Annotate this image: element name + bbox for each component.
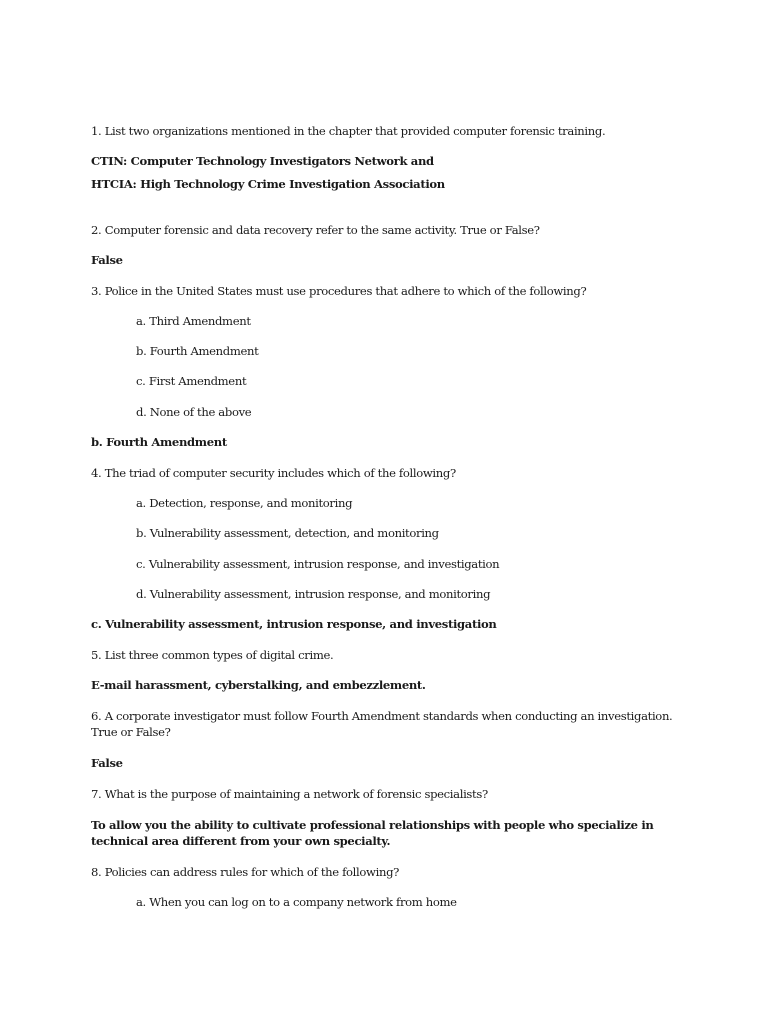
question-3-option-a: a. Third Amendment — [136, 314, 251, 328]
question-8-option-a: a. When you can log on to a company network from home — [136, 895, 457, 909]
question-2-prompt: 2. Computer forensic and data recovery refer to the same activity. True or False? — [91, 223, 540, 237]
question-7-answer: To allow you the ability to cultivate professional relationships with people who specialize in technical area different from your own specialty. — [91, 818, 654, 848]
question-3-option-b: b. Fourth Amendment — [136, 344, 259, 358]
question-3-option-d: d. None of the above — [136, 405, 252, 419]
question-4-option-a: a. Detection, response, and monitoring — [136, 496, 353, 510]
question-3-prompt: 3. Police in the United States must use procedures that adhere to which of the following? — [91, 284, 587, 298]
question-1-answer-line-2: HTCIA: High Technology Crime Investigation Association — [91, 177, 445, 191]
question-3-answer: b. Fourth Amendment — [91, 435, 227, 449]
question-3-option-c: c. First Amendment — [136, 374, 247, 388]
question-5-prompt: 5. List three common types of digital crime. — [91, 648, 334, 662]
question-6-answer: False — [91, 756, 123, 770]
question-4-option-c: c. Vulnerability assessment, intrusion response, and investigation — [136, 557, 500, 571]
question-6-prompt: 6. A corporate investigator must follow Fourth Amendment standards when conducting an investigation. True or False? — [91, 709, 673, 739]
question-5-answer: E-mail harassment, cyberstalking, and embezzlement. — [91, 678, 426, 692]
question-4-option-d: d. Vulnerability assessment, intrusion response, and monitoring — [136, 587, 491, 601]
question-1-prompt: 1. List two organizations mentioned in the chapter that provided computer forensic training. — [91, 124, 606, 138]
question-8-prompt: 8. Policies can address rules for which of the following? — [91, 865, 400, 879]
question-4-option-b: b. Vulnerability assessment, detection, and monitoring — [136, 526, 439, 540]
question-4-prompt: 4. The triad of computer security includes which of the following? — [91, 466, 456, 480]
question-7-prompt: 7. What is the purpose of maintaining a network of forensic specialists? — [91, 787, 488, 801]
question-4-answer: c. Vulnerability assessment, intrusion response, and investigation — [91, 617, 497, 631]
question-2-answer: False — [91, 253, 123, 267]
question-1-answer-line-1: CTIN: Computer Technology Investigators Network and — [91, 154, 434, 168]
